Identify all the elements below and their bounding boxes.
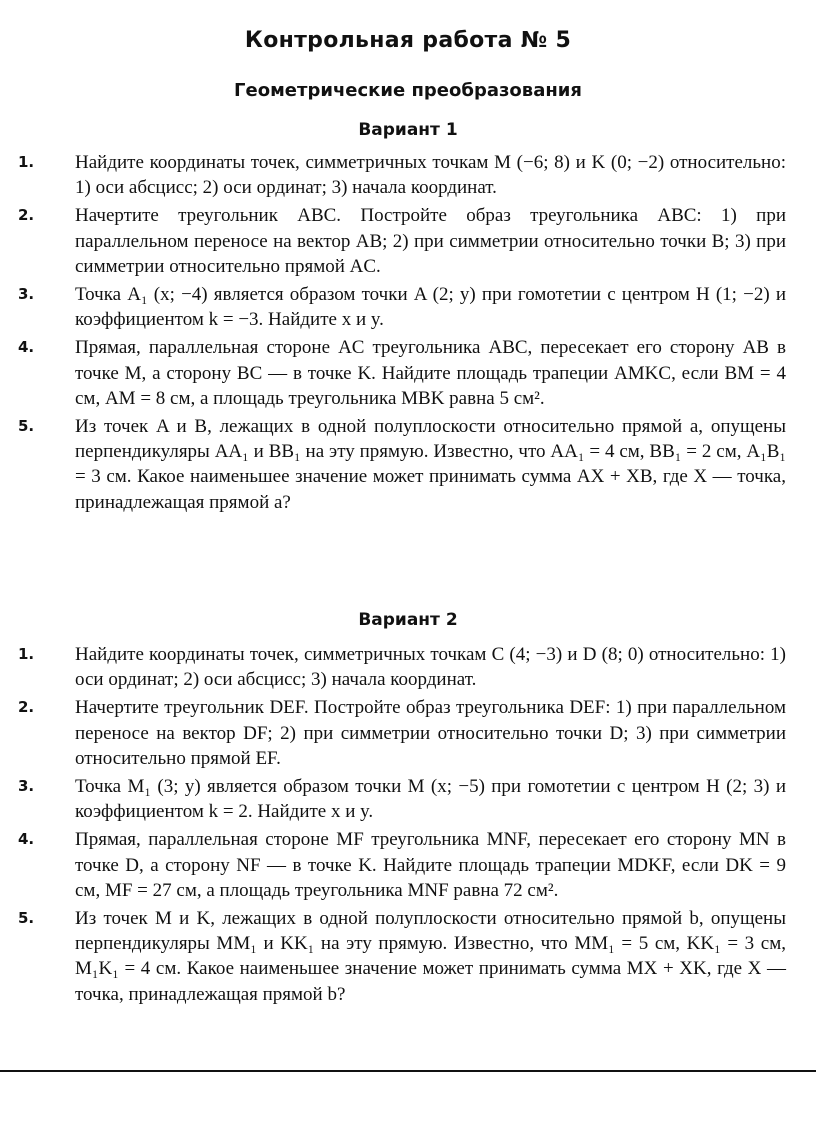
task-text: Начертите треугольник DEF. Постройте образ треугольника DEF: 1) при параллельном переносе на вектор DF; 2) при симметрии относительно точки D; 3) при симметрии относительно прямой EF.	[75, 697, 786, 769]
task-text: Из точек M и K, лежащих в одной полуплоскости относительно прямой b, опущены перпендикуляры MM₁ и KK₁ на эту прямую. Известно, что MM₁ = 5 см, KK₁ = 3 см, M₁K₁ = 4 см. Какое наименьшее значение может принимать сумма MX + XK, где X — точка, принадлежащая прямой b?	[75, 908, 786, 1005]
task-item	[18, 642, 786, 692]
task-number: 1.	[18, 153, 35, 171]
task-text: Найдите координаты точек, симметричных точкам C (4; −3) и D (8; 0) относительно: 1) оси ординат; 2) оси абсцисс; 3) начала координат.	[75, 644, 786, 691]
task-number: 2.	[18, 698, 35, 717]
task-text: Точка A₁ (x; −4) является образом точки A (2; y) при гомотетии с центром H (1; −2) и коэффициентом k = −3. Найдите x и y.	[75, 284, 786, 331]
task-number: 4.	[18, 338, 35, 357]
task-item	[18, 906, 786, 1007]
task-item	[18, 203, 786, 279]
task-text: Прямая, параллельная стороне AC треугольника ABC, пересекает его сторону AB в точке M, а сторону BC — в точке K. Найдите площадь трапеции AMKC, если BM = 4 см, AM = 8 см, а площадь треугольника MBK равна 5 см².	[75, 337, 786, 409]
page-subtitle: Геометрические преобразования	[234, 80, 582, 101]
task-number: 4.	[18, 830, 35, 849]
bottom-divider	[0, 1070, 816, 1072]
variant-1-title: Вариант 1	[358, 120, 458, 140]
page-title: Контрольная работа № 5	[244, 28, 572, 53]
task-item	[18, 774, 786, 824]
task-number: 3.	[18, 285, 35, 304]
task-item	[18, 827, 786, 903]
task-text: Прямая, параллельная стороне MF треугольника MNF, пересекает его сторону MN в точке D, а сторону NF — в точке K. Найдите площадь трапеции MDKF, если DK = 9 см, MF = 27 см, а площадь треугольника MNF равна 72 см².	[75, 829, 786, 901]
task-text: Начертите треугольник ABC. Постройте образ треугольника ABC: 1) при параллельном переносе на вектор AB; 2) при симметрии относительно точки B; 3) при симметрии относительно прямой AC.	[75, 205, 786, 277]
variant-2-task-list	[18, 642, 786, 1010]
task-item	[18, 282, 786, 332]
task-item	[18, 335, 786, 411]
task-text: Из точек A и B, лежащих в одной полуплоскости относительно прямой a, опущены перпендикуляры AA₁ и BB₁ на эту прямую. Известно, что AA₁ = 4 см, BB₁ = 2 см, A₁B₁ = 3 см. Какое наименьшее значение может принимать сумма AX + XB, где X — точка, принадлежащая прямой a?	[75, 416, 786, 513]
variant-1-task-list	[18, 150, 786, 518]
task-text: Найдите координаты точек, симметричных точкам M (−6; 8) и K (0; −2) относительно: 1) оси абсцисс; 2) оси ординат; 3) начала координат.	[75, 152, 786, 199]
task-item	[18, 695, 786, 771]
task-number: 1.	[18, 645, 35, 663]
task-number: 5.	[18, 909, 35, 928]
task-number: 3.	[18, 777, 35, 796]
task-text: Точка M₁ (3; y) является образом точки M (x; −5) при гомотетии с центром H (2; 3) и коэффициентом k = 2. Найдите x и y.	[75, 776, 786, 823]
task-number: 2.	[18, 206, 35, 225]
variant-2-title: Вариант 2	[358, 610, 458, 630]
task-item	[18, 414, 786, 515]
task-number: 5.	[18, 417, 35, 436]
task-item	[18, 150, 786, 200]
